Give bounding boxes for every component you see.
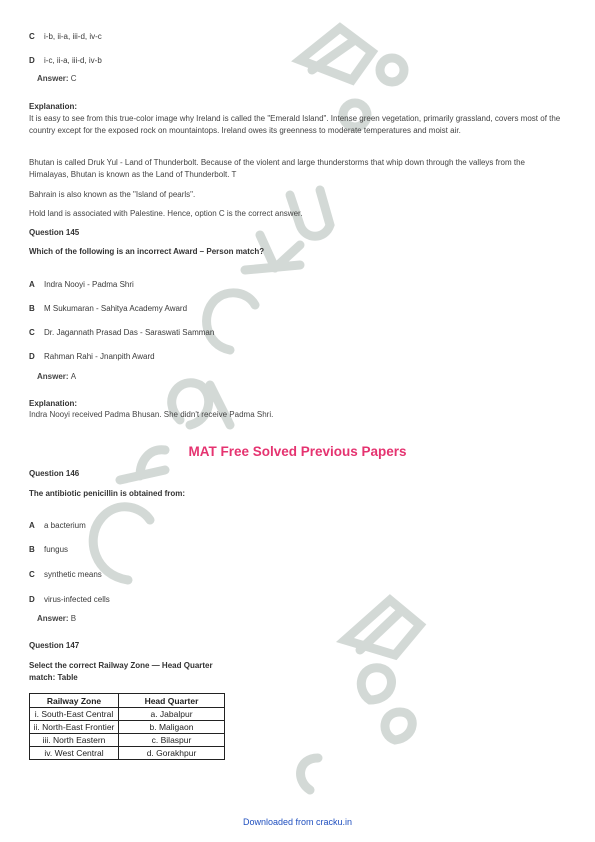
answer-value: B [70, 614, 77, 623]
option-b: B fungus [29, 545, 69, 554]
explanation-paragraph: It is easy to see from this true-color image why Ireland is called the "Emerald Island". Intense green vegetation, primarily grassland, covers most of the country except for the exposed rock on mountaintops. Ireland owes its greenness to moderate temperatures and moist air. [29, 114, 561, 135]
table-header-cell: Head Quarter [119, 694, 225, 708]
question-title: Question 145 [29, 228, 80, 237]
table-cell: ii. North-East Frontier [30, 721, 119, 734]
table-cell: i. South-East Central [30, 708, 119, 721]
option-text: i-c, ii-a, iii-d, iv-b [44, 56, 102, 65]
q146-answer: Answer: B [37, 614, 77, 623]
explanation-paragraph: Bahrain is also known as the "Island of pearls". [29, 190, 196, 199]
q144-answer: Answer: C [37, 74, 77, 83]
table-cell: c. Bilaspur [119, 734, 225, 747]
table-row [30, 734, 225, 747]
option-b: B M Sukumaran - Sahitya Academy Award [29, 304, 188, 313]
table-cell: d. Gorakhpur [119, 747, 225, 760]
watermark-dot-1 [380, 58, 404, 82]
option-a: A Indra Nooyi - Padma Shri [29, 280, 134, 289]
option-c: C Dr. Jagannath Prasad Das - Saraswati Samman [29, 328, 215, 337]
table-cell: iv. West Central [30, 747, 119, 760]
table-row [30, 721, 225, 734]
question-text: Which of the following is an incorrect Award – Person match? [29, 247, 265, 256]
explanation-paragraph: Bhutan is called Druk Yul - Land of Thunderbolt. Because of the violent and large thunderstorms that whip down through the valleys from the Himalayas, Bhutan is known as the Land of Thunderbolt. T [29, 158, 525, 179]
watermark-letter-c2 [207, 293, 255, 350]
option-text: i-b, ii-a, iii-d, iv-c [44, 32, 102, 41]
option-letter: D [29, 56, 35, 65]
watermark-letter-o [361, 668, 391, 700]
table-cell: a. Jabalpur [119, 708, 225, 721]
pen-nib-icon-2 [345, 600, 420, 655]
table-header-cell: Railway Zone [30, 694, 119, 708]
table-header-row [30, 694, 225, 708]
option-d: D virus-infected cells [29, 595, 110, 604]
explanation-heading: Explanation: [29, 399, 78, 408]
explanation-heading: Explanation: [29, 102, 78, 111]
table-row [30, 747, 225, 760]
answer-value: C [70, 74, 77, 83]
watermark-letter-c3 [301, 758, 318, 790]
option-letter: C [29, 32, 35, 41]
table-cell: iii. North Eastern [30, 734, 119, 747]
explanation-paragraph: Hold land is associated with Palestine. Hence, option C is the correct answer. [29, 209, 303, 218]
promo-banner: MAT Free Solved Previous Papers [188, 444, 407, 459]
answer-value: A [70, 372, 77, 381]
question-text: The antibiotic penicillin is obtained from: [29, 489, 186, 498]
option-c: C synthetic means [29, 570, 102, 579]
prev-option-d [29, 56, 102, 65]
pen-nib-icon [300, 28, 372, 80]
footer-link[interactable]: Downloaded from cracku.in [242, 817, 353, 827]
watermark-letter-g [385, 712, 412, 740]
explanation-paragraph: Indra Nooyi received Padma Bhusan. She didn't receive Padma Shri. [29, 410, 274, 419]
prev-option-c [29, 32, 102, 41]
q145-answer: Answer: A [37, 372, 77, 381]
table-cell: b. Maligaon [119, 721, 225, 734]
question-text: Select the correct Railway Zone — Head Quarter match: Table [29, 661, 213, 682]
table-row [30, 708, 225, 721]
question-title: Question 146 [29, 469, 80, 478]
option-d: D Rahman Rahi - Jnanpith Award [29, 352, 155, 361]
question-title: Question 147 [29, 641, 80, 650]
railway-zone-table [29, 693, 225, 760]
option-a: A a bacterium [29, 521, 86, 530]
